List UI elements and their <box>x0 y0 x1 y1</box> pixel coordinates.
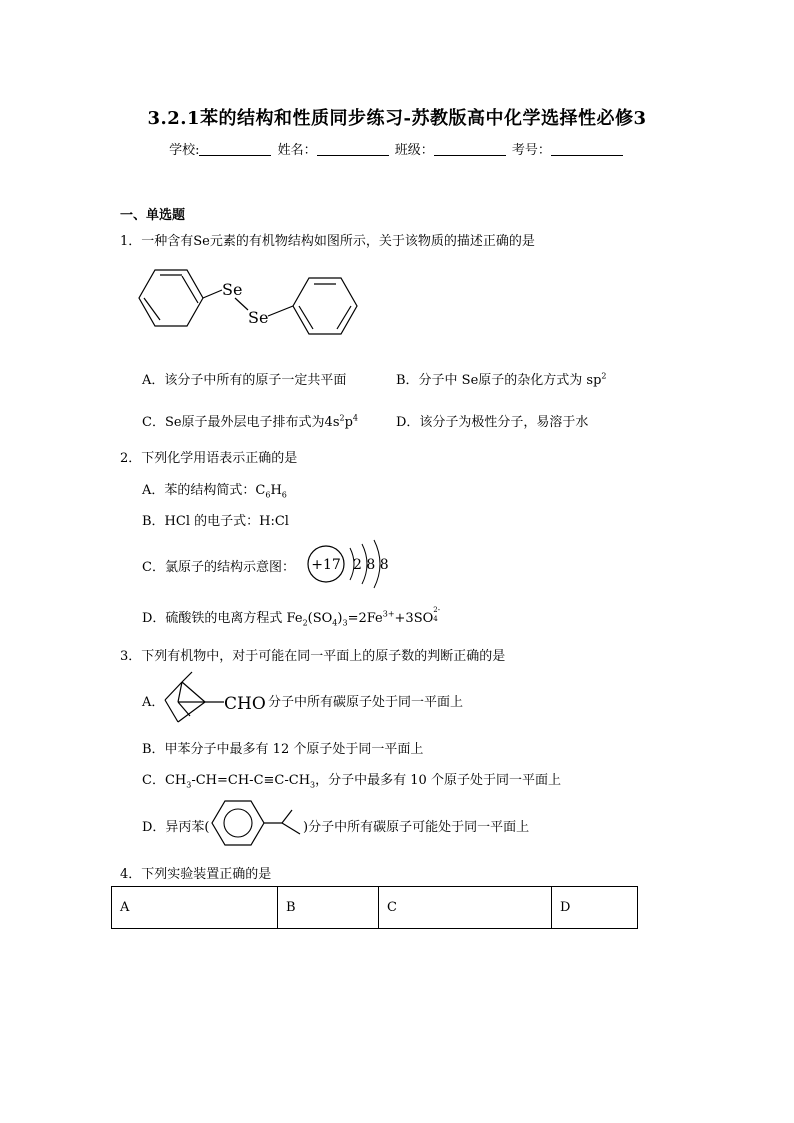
class-blank[interactable] <box>434 143 506 156</box>
q1-option-d[interactable]: D．该分子为极性分子，易溶于水 <box>396 415 589 430</box>
student-info-line <box>0 139 794 158</box>
q4-col-a[interactable]: A <box>112 887 278 929</box>
q3-option-a-bicyclic-structure <box>160 670 270 732</box>
q3-option-a-label[interactable]: A． <box>142 695 165 710</box>
name-blank[interactable] <box>317 143 389 156</box>
number-blank[interactable] <box>551 143 623 156</box>
q3-option-d-post[interactable]: )分子中所有碳原子可能处于同一平面上 <box>303 820 530 835</box>
q4-col-d[interactable]: D <box>552 887 638 929</box>
q2-shell-electrons: 2 8 8 <box>353 557 389 573</box>
name-label: 姓名： <box>277 143 317 158</box>
school-blank[interactable] <box>199 143 271 156</box>
q2-option-b[interactable]: B．HCl 的电子式：H:Cl <box>142 514 289 529</box>
q3-cho-group: CHO <box>224 694 266 714</box>
q1-option-c[interactable]: C．Se原子最外层电子排布式为$4s^2p^4$ <box>142 413 359 430</box>
number-label: 考号： <box>511 143 551 158</box>
page-title: 3.2.1苯的结构和性质同步练习-苏教版高中化学选择性必修3 <box>147 108 647 129</box>
q1-benzene-ring-left <box>139 270 203 326</box>
table-row <box>112 887 638 929</box>
q2-chlorine-atom-diagram <box>302 538 402 590</box>
q2-stem: 2．下列化学用语表示正确的是 <box>120 451 298 466</box>
q3-option-c[interactable]: C．$CH_3-CH=CH-C\equiv C-CH_3$，分子中最多有 10 个原子处于同一平面上 <box>142 773 561 790</box>
q1-stem: 1．一种含有Se元素的有机物结构如图所示，关于该物质的描述正确的是 <box>120 234 535 249</box>
section-heading: 一、单选题 <box>120 208 186 223</box>
q1-diphenyl-diselenide-structure <box>118 262 378 342</box>
q4-option-table <box>111 886 638 929</box>
q1-se-top: Se <box>222 280 243 299</box>
q2-option-a[interactable]: A．苯的结构简式：$C_6H_6$ <box>142 483 287 500</box>
q4-col-b[interactable]: B <box>278 887 379 929</box>
q1-option-a[interactable]: A．该分子中所有的原子一定共平面 <box>142 373 347 388</box>
q3-option-b[interactable]: B．甲苯分子中最多有 12 个原子处于同一平面上 <box>142 742 424 757</box>
q3-option-d-pre[interactable]: D．异丙苯( <box>142 820 210 835</box>
school-label: 学校: <box>169 143 200 158</box>
q4-stem: 4．下列实验装置正确的是 <box>120 867 272 882</box>
q3-option-a-text[interactable]: 分子中所有碳原子处于同一平面上 <box>268 695 464 710</box>
q1-se-bottom: Se <box>248 308 269 327</box>
q2-option-c[interactable]: C．氯原子的结构示意图： <box>142 560 295 575</box>
q2-nucleus-charge: +17 <box>311 557 341 573</box>
q3-option-d-isopropylbenzene <box>208 798 306 848</box>
q1-option-b[interactable]: B．分子中 Se原子的杂化方式为 $sp^2$ <box>396 371 607 388</box>
q2-option-d[interactable]: D．硫酸铁的电离方程式 $Fe_2(SO_4)_3=2Fe^{3+}+3SO$ 2- 4 <box>142 606 441 628</box>
q1-benzene-ring-right <box>293 278 357 334</box>
q4-col-c[interactable]: C <box>379 887 552 929</box>
q3-stem: 3．下列有机物中，对于可能在同一平面上的原子数的判断正确的是 <box>120 649 506 664</box>
class-label: 班级： <box>394 143 434 158</box>
